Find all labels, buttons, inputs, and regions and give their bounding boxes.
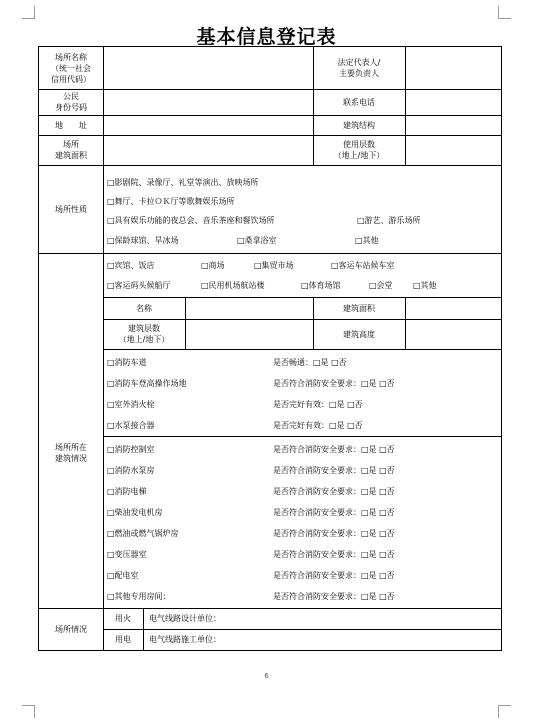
citizen-id-label: 公民 身份号码 [55, 92, 87, 112]
nature-option-amusement[interactable]: □游艺、游乐场所 [357, 216, 421, 225]
venue-nature-label: 场所性质 [55, 204, 87, 214]
facility-pump-room[interactable]: □消防水泵房 [107, 466, 155, 475]
nature-option-other-2[interactable]: □其他 [413, 281, 437, 290]
nature-option-theater[interactable]: □影剧院、录像厅、礼堂等演出、放映场所 [107, 178, 259, 187]
facility-control-room-check[interactable]: 是否符合消防安全要求：□是 □否 [273, 445, 395, 454]
building-area-field[interactable] [406, 298, 500, 318]
wiring-construction-unit-label: 电气线路施工单位： [149, 635, 221, 644]
facility-transformer-room[interactable]: □变压器室 [107, 550, 147, 559]
registration-form-table [38, 46, 502, 651]
wiring-design-unit-label: 电气线路设计单位： [149, 614, 221, 623]
nature-option-dance-hall[interactable]: □舞厅、卡拉ＯＫ厅等歌舞娱乐场所 [107, 197, 235, 206]
facility-generator-room[interactable]: □柴油发电机房 [107, 508, 163, 517]
facility-pump-room-check[interactable]: 是否符合消防安全要求：□是 □否 [273, 466, 395, 475]
wiring-design-unit-field[interactable] [239, 609, 499, 628]
building-height-label: 建筑高度 [343, 329, 375, 339]
building-name-label: 名称 [136, 303, 152, 313]
nature-option-airport[interactable]: □民用机场航站楼 [201, 281, 265, 290]
facility-aerial-site-check[interactable]: 是否符合消防安全要求：□是 □否 [273, 379, 395, 388]
contact-phone-label: 联系电话 [343, 97, 375, 107]
floors-used-label: 使用层数 （地上/地下） [333, 140, 385, 160]
building-situation-label: 场所所在 建筑情况 [55, 442, 87, 463]
floors-used-field[interactable] [406, 136, 500, 164]
contact-phone-field[interactable] [406, 90, 500, 114]
facility-distribution-room-check[interactable]: 是否符合消防安全要求：□是 □否 [273, 571, 395, 580]
building-height-field[interactable] [406, 320, 500, 348]
page-number: 6 [264, 672, 269, 680]
crop-mark-bottom-right [498, 705, 511, 718]
address-label: 地 址 [55, 120, 87, 130]
facility-generator-room-check[interactable]: 是否符合消防安全要求：□是 □否 [273, 508, 395, 517]
building-floors-label: 建筑层数 （地上/地下） [118, 324, 170, 344]
nature-option-stadium[interactable]: □体育场馆 [301, 281, 341, 290]
nature-option-bowling[interactable]: □保龄球馆、旱冰场 [107, 236, 179, 245]
venue-name-label: 场所名称 （统一社会 信用代码） [51, 52, 91, 84]
building-name-field[interactable] [186, 298, 312, 318]
venue-area-field[interactable] [104, 136, 312, 164]
crop-mark-top-right [498, 6, 511, 19]
facility-other-room-check[interactable]: 是否符合消防安全要求：□是 □否 [273, 592, 395, 601]
nature-option-other-1[interactable]: □其他 [355, 236, 379, 245]
building-floors-field[interactable] [186, 320, 312, 348]
crop-mark-bottom-left [22, 705, 35, 718]
facility-aerial-site[interactable]: □消防车登高操作场地 [107, 379, 187, 388]
crop-mark-top-left [22, 6, 35, 19]
facility-fire-elevator[interactable]: □消防电梯 [107, 487, 147, 496]
row-divider [103, 253, 501, 254]
nature-option-market[interactable]: □集贸市场 [254, 261, 294, 270]
building-structure-field[interactable] [406, 116, 500, 134]
venue-situation-label: 场所情况 [55, 624, 87, 634]
col-divider [143, 608, 144, 650]
facility-outdoor-hydrant[interactable]: □室外消火栓 [107, 400, 155, 409]
facility-transformer-room-check[interactable]: 是否符合消防安全要求：□是 □否 [273, 550, 395, 559]
facility-outdoor-hydrant-check[interactable]: 是否完好有效：□是 □否 [273, 400, 363, 409]
building-area-label: 建筑面积 [343, 303, 375, 313]
fire-use-label: 用火 [115, 614, 131, 623]
legal-rep-field[interactable] [406, 48, 500, 88]
facility-pump-adapter[interactable]: □水泵接合器 [107, 421, 155, 430]
nature-option-mall[interactable]: □商场 [201, 261, 225, 270]
facility-boiler-room-check[interactable]: 是否符合消防安全要求：□是 □否 [273, 529, 395, 538]
citizen-id-field[interactable] [104, 90, 312, 114]
nature-option-nightclub[interactable]: □具有娱乐功能的夜总会、音乐茶座和餐饮场所 [107, 216, 275, 225]
venue-area-label: 场所 建筑面积 [55, 140, 87, 160]
form-title: 基本信息登记表 [196, 26, 337, 48]
nature-option-hotel[interactable]: □宾馆、饭店 [107, 261, 155, 270]
nature-option-bus-station[interactable]: □客运车站候车室 [331, 261, 395, 270]
nature-label-continued [39, 253, 103, 297]
wiring-construction-unit-field[interactable] [239, 630, 499, 649]
legal-rep-label: 法定代表人/ 主要负责人 [337, 58, 381, 78]
facility-pump-adapter-check[interactable]: 是否完好有效：□是 □否 [273, 421, 363, 430]
address-field[interactable] [104, 116, 312, 134]
nature-option-assembly-hall[interactable]: □会堂 [369, 281, 393, 290]
facility-boiler-room[interactable]: □燃油或燃气锅炉房 [107, 529, 179, 538]
electricity-use-label: 用电 [115, 635, 131, 644]
row-divider [103, 349, 501, 350]
facility-other-room[interactable]: □其他专用房间： [107, 592, 171, 601]
facility-control-room[interactable]: □消防控制室 [107, 445, 155, 454]
row-divider [103, 436, 501, 437]
nature-option-ferry[interactable]: □客运码头候船厅 [107, 281, 171, 290]
facility-fire-elevator-check[interactable]: 是否符合消防安全要求：□是 □否 [273, 487, 395, 496]
row-divider [39, 165, 501, 166]
facility-distribution-room[interactable]: □配电室 [107, 571, 139, 580]
building-structure-label: 建筑结构 [343, 120, 375, 130]
nature-option-sauna[interactable]: □桑拿浴室 [237, 236, 277, 245]
facility-fire-lane-check[interactable]: 是否畅通：□是 □否 [273, 358, 347, 367]
facility-fire-lane[interactable]: □消防车道 [107, 358, 147, 367]
venue-name-field[interactable] [104, 48, 312, 88]
